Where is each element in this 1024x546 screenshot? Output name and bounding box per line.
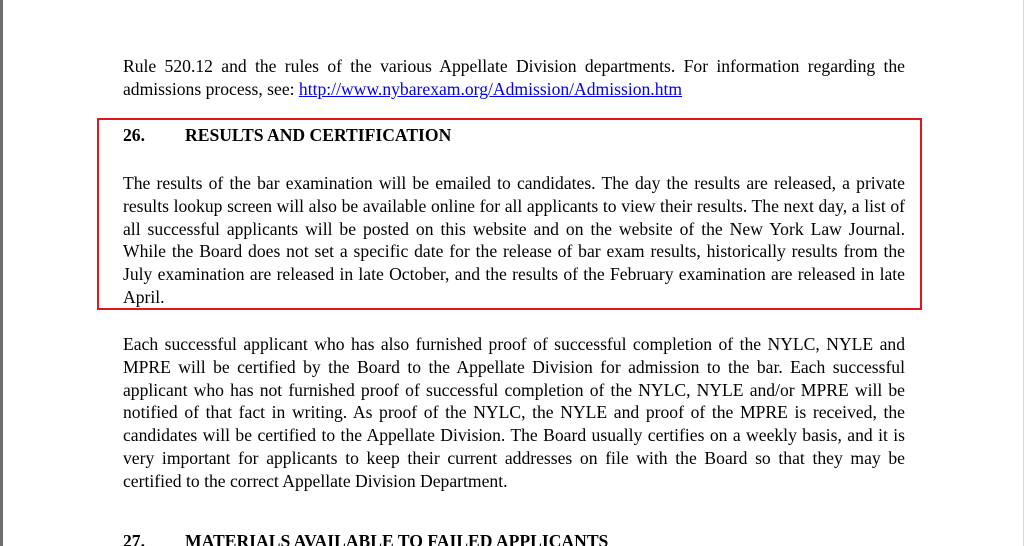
viewer-left-edge <box>0 0 3 546</box>
intro-paragraph <box>123 55 905 101</box>
admission-link[interactable]: http://www.nybarexam.org/Admission/Admission.htm <box>298 78 683 99</box>
intro-text: Rule 520.12 and the rules of the various Appellate Division departments. For information regarding the admissions process, see: <box>123 56 905 99</box>
section-heading-27 <box>123 530 905 546</box>
results-paragraph: The results of the bar examination will be emailed to candidates. The day the results are released, a private results lookup screen will also be available online for all applicants to view their results. The next day, a list of all successful applicants will be posted on this website and on the website of the New York Law Journal. While the Board does not set a specific date for the release of bar exam results, historically results from the July examination are released in late October, and the results of the February examination are released in late April. <box>123 173 905 307</box>
certification-paragraph: Each successful applicant who has also furnished proof of successful completion of the NYLC, NYLE and MPRE will be certified by the Board to the Appellate Division for admission to the bar. Each successful applicant who has not furnished proof of successful completion of the NYLC, NYLE and/or MPRE will be notified of that fact in writing. As proof of the NYLC, the NYLE and proof of the MPRE is received, the candidates will be certified to the Appellate Division. The Board usually certifies on a weekly basis, and it is very important for applicants to keep their current addresses on file with the Board so that they may be certified to the correct Appellate Division Department. <box>123 334 905 491</box>
section-heading-26 <box>123 124 905 147</box>
section-title: MATERIALS AVAILABLE TO FAILED APPLICANTS <box>185 531 609 546</box>
section-number: 26. <box>123 125 145 145</box>
document-page <box>123 55 905 101</box>
section-title: RESULTS AND CERTIFICATION <box>185 125 452 145</box>
section-number: 27. <box>123 531 145 546</box>
